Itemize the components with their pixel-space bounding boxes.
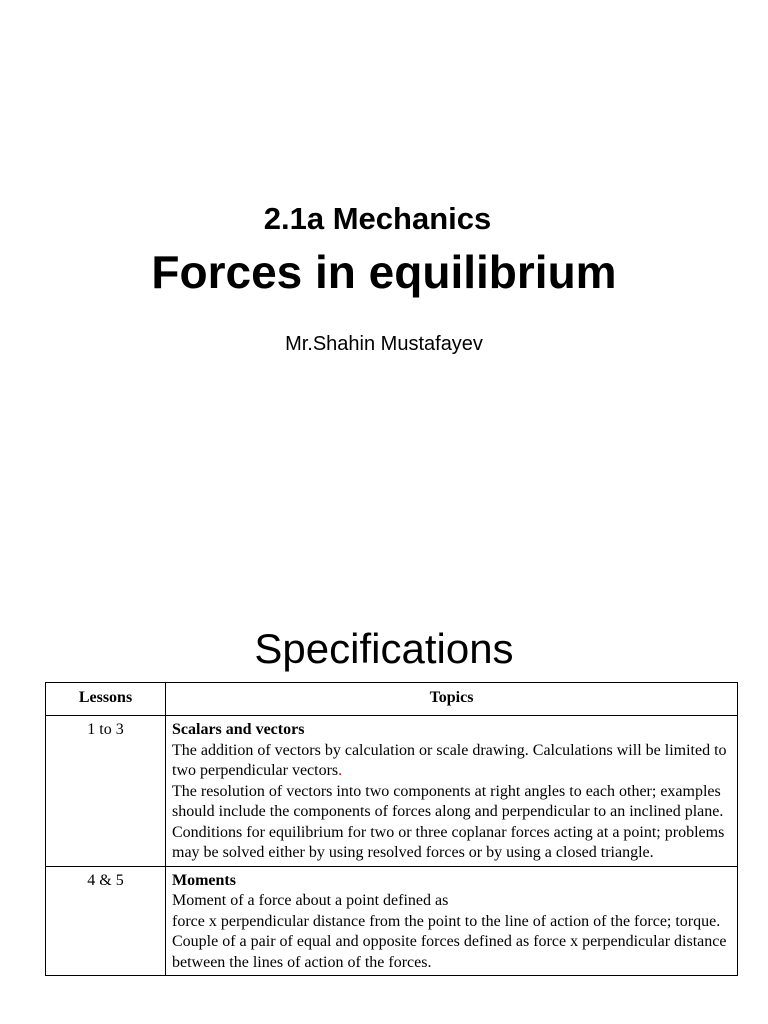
- lesson-cell: 4 & 5: [46, 866, 166, 976]
- table-row: [46, 716, 738, 867]
- document-title: Forces in equilibrium: [151, 246, 617, 298]
- topic-cell: [166, 716, 738, 867]
- document-subtitle: 2.1a Mechanics: [263, 201, 492, 236]
- topic-line: [172, 741, 731, 782]
- topic-line: Moment of a force about a point defined as: [172, 892, 449, 909]
- column-header-lessons: Lessons: [46, 683, 166, 716]
- topic-line: force x perpendicular distance from the point to the line of action of the force; torque.: [172, 912, 721, 930]
- topic-line: The resolution of vectors into two components at right angles to each other; examples should include the components of forces along and perpendicular to an inclined plane.: [172, 782, 724, 820]
- topic-title: Scalars and vectors: [172, 721, 305, 738]
- topic-line: Conditions for equilibrium for two or three coplanar forces acting at a point; problems may be solved either by using resolved forces or by using a closed triangle.: [172, 823, 725, 861]
- topic-line: Couple of a pair of equal and opposite forces defined as force x perpendicular distance between the lines of action of the forces.: [172, 933, 727, 971]
- table-header-row: [46, 683, 738, 716]
- specifications-table: [45, 682, 738, 976]
- author-name: Mr.Shahin Mustafayev: [285, 333, 483, 355]
- lesson-cell: 1 to 3: [46, 716, 166, 867]
- table-row: [46, 866, 738, 976]
- topic-cell: [166, 866, 738, 976]
- topic-line-text: The addition of vectors by calculation or scale drawing. Calculations will be limited to two perpendicular vectors: [172, 741, 727, 779]
- red-mark: .: [338, 762, 343, 779]
- topic-title: Moments: [172, 871, 236, 889]
- specifications-heading: Specifications: [254, 625, 514, 672]
- column-header-topics: Topics: [166, 683, 738, 716]
